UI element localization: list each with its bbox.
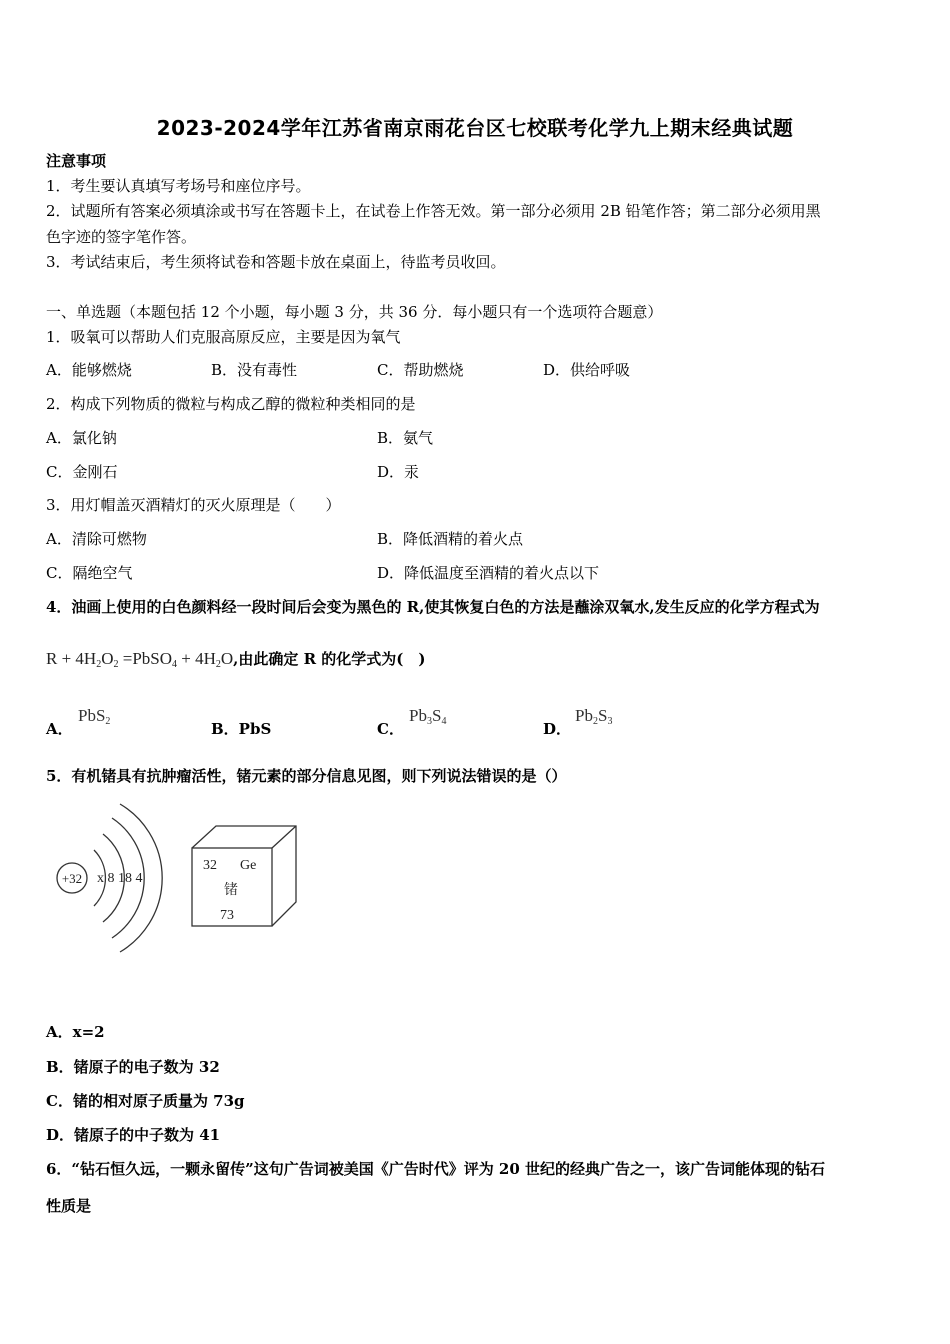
notice-heading: 注意事项 [46,152,107,170]
atomic-structure-diagram [50,800,170,960]
nucleus-charge: +32 [61,871,83,886]
q5-option-a: A．x=2 [46,1023,105,1041]
question-2-stem: 2．构成下列物质的微粒与构成乙醇的微粒种类相同的是 [46,395,416,413]
q2-option-b: B．氨气 [377,429,434,447]
notice-item: 色字迹的签字笔作答。 [46,228,197,246]
q4-option-a: A． [46,720,73,738]
cube-edge [272,826,296,848]
notice-item: 2．试题所有答案必须填涂或书写在答题卡上，在试卷上作答无效。第一部分必须用 2B 铅笔作答；第二部分必须用黑 [46,202,821,220]
q4-option-a-formula: PbS$_2$ [78,706,111,727]
q1-option-b: B．没有毒性 [211,361,298,379]
q5-option-b: B．锗原子的电子数为 32 [46,1058,220,1076]
q4-option-c: C． [377,720,404,738]
q1-option-d: D．供给呼吸 [543,361,631,379]
q4-option-d-formula: $Pb_2S_3$ [575,706,613,727]
q3-option-a: A．清除可燃物 [46,530,147,548]
q5-option-d: D．锗原子的中子数为 41 [46,1126,221,1144]
notice-item: 3．考试结束后，考生须将试卷和答题卡放在桌面上，待监考员收回。 [46,253,506,271]
chemical-equation: $R + 4H_2O_2$ =PbSO$_4$ + $4H_2O$ [46,649,234,670]
question-6-stem: 6．“钻石恒久远，一颗永留传”这句广告词被美国《广告时代》评为 20 世纪的经典广告之一，该广告词能体现的钻石 [46,1160,826,1178]
question-1-stem: 1．吸氧可以帮助人们克服高原反应，主要是因为氧气 [46,328,401,346]
atomic-mass: 73 [220,908,234,923]
question-6-stem-cont: 性质是 [46,1197,92,1215]
q2-option-c: C．金刚石 [46,463,118,481]
question-5-stem: 5．有机锗具有抗肿瘤活性，锗元素的部分信息见图，则下列说法错误的是（） [46,767,567,785]
question-4-stem: 4．油画上使用的白色颜料经一段时间后会变为黑色的 R,使其恢复白色的方法是蘸涂双氧水,发生反应的化学方程式为 [46,598,820,616]
page-title: 2023-2024学年江苏省南京雨花台区七校联考化学九上期末经典试题 [156,116,794,140]
q4-option-d: D． [543,720,572,738]
q3-option-b: B．降低酒精的着火点 [377,530,524,548]
q5-option-c: C．锗的相对原子质量为 73g [46,1092,245,1110]
q1-option-c: C．帮助燃烧 [377,361,464,379]
q4-equation-line [46,649,426,675]
atomic-number: 32 [203,858,217,873]
q4-equation-tail: ,由此确定 R 的化学式为( ) [233,650,426,668]
element-card-cube [188,820,300,932]
q2-option-d: D．汞 [377,463,420,481]
q3-option-d: D．降低温度至酒精的着火点以下 [377,564,600,582]
question-3-stem: 3．用灯帽盖灭酒精灯的灭火原理是（ ） [46,496,341,514]
q3-option-c: C．隔绝空气 [46,564,133,582]
q2-option-a: A．氯化钠 [46,429,117,447]
electron-configuration: x 8 18 4 [97,871,143,886]
q4-option-c-formula: $Pb_3S_4$ [409,706,447,727]
q1-option-a: A．能够燃烧 [46,361,132,379]
section-heading: 一、单选题（本题包括 12 个小题，每小题 3 分，共 36 分．每小题只有一个选项符合题意） [46,303,663,321]
element-symbol: Ge [240,858,257,873]
notice-item: 1．考生要认真填写考场号和座位序号。 [46,177,311,195]
element-name: 锗 [224,883,238,898]
q4-option-b: B．PbS [211,720,272,738]
